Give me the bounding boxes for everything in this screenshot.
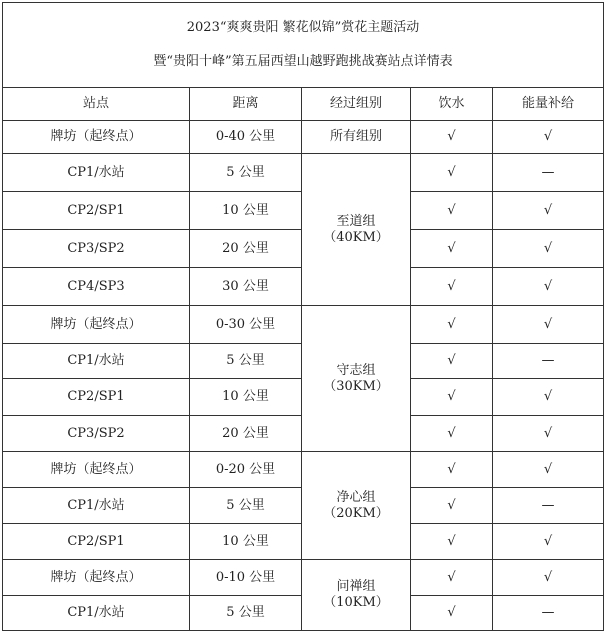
station-cell: CP3/SP2 — [3, 416, 190, 452]
water-cell: √ — [411, 596, 493, 631]
energy-cell: √ — [493, 230, 604, 268]
group-distance: （10KM） — [323, 595, 389, 610]
group-cell — [302, 154, 411, 306]
water-cell: √ — [411, 560, 493, 596]
water-cell: √ — [411, 488, 493, 524]
water-cell: √ — [411, 154, 493, 192]
distance-cell: 0-30 公里 — [190, 306, 302, 344]
station-cell: 牌坊（起终点） — [3, 560, 190, 596]
distance-cell: 20 公里 — [190, 230, 302, 268]
group-cell — [302, 452, 411, 560]
distance-cell: 5 公里 — [190, 596, 302, 631]
water-cell: √ — [411, 306, 493, 344]
group-cell — [302, 560, 411, 631]
water-cell: √ — [411, 379, 493, 416]
station-cell: CP2/SP1 — [3, 379, 190, 416]
group-name: 净心组 — [336, 489, 376, 505]
water-cell: √ — [411, 416, 493, 452]
distance-cell: 0-10 公里 — [190, 560, 302, 596]
table-row — [3, 560, 604, 596]
water-cell: √ — [411, 524, 493, 560]
group-distance: （40KM） — [323, 229, 389, 245]
station-details-table — [2, 2, 604, 631]
energy-cell: √ — [493, 121, 604, 154]
water-cell: √ — [411, 344, 493, 379]
group-distance: （30KM） — [323, 378, 389, 394]
water-cell: √ — [411, 452, 493, 488]
energy-cell: √ — [493, 268, 604, 306]
energy-cell: √ — [493, 192, 604, 230]
header-energy: 能量补给 — [493, 88, 604, 121]
energy-cell: √ — [493, 306, 604, 344]
station-cell: 牌坊（起终点） — [3, 121, 190, 154]
station-cell: 牌坊（起终点） — [3, 306, 190, 344]
distance-cell: 10 公里 — [190, 379, 302, 416]
distance-cell: 10 公里 — [190, 524, 302, 560]
header-station: 站点 — [3, 88, 190, 121]
group-name: 所有组别 — [329, 129, 382, 144]
distance-cell: 0-20 公里 — [190, 452, 302, 488]
station-cell: CP1/水站 — [3, 596, 190, 631]
table-title — [3, 3, 604, 88]
water-cell: √ — [411, 192, 493, 230]
distance-cell: 30 公里 — [190, 268, 302, 306]
distance-cell: 0-40 公里 — [190, 121, 302, 154]
distance-cell: 5 公里 — [190, 344, 302, 379]
station-cell: CP1/水站 — [3, 344, 190, 379]
station-cell: CP1/水站 — [3, 154, 190, 192]
water-cell: √ — [411, 230, 493, 268]
group-distance: （20KM） — [323, 505, 389, 521]
station-cell: CP4/SP3 — [3, 268, 190, 306]
distance-cell: 5 公里 — [190, 154, 302, 192]
group-name: 至道组 — [336, 213, 376, 229]
header-distance: 距离 — [190, 88, 302, 121]
station-cell: 牌坊（起终点） — [3, 452, 190, 488]
table-row — [3, 306, 604, 344]
header-water: 饮水 — [411, 88, 493, 121]
station-cell: CP2/SP1 — [3, 192, 190, 230]
title-line-1: 2023“爽爽贵阳 繁花似锦”赏花主题活动 — [186, 20, 420, 35]
group-cell — [302, 306, 411, 452]
station-cell: CP2/SP1 — [3, 524, 190, 560]
distance-cell: 10 公里 — [190, 192, 302, 230]
station-cell: CP1/水站 — [3, 488, 190, 524]
energy-cell: √ — [493, 524, 604, 560]
energy-cell: √ — [493, 379, 604, 416]
energy-cell: — — [493, 488, 604, 524]
group-cell — [302, 121, 411, 154]
header-group: 经过组别 — [302, 88, 411, 121]
energy-cell: — — [493, 154, 604, 192]
table-row — [3, 121, 604, 154]
station-cell: CP3/SP2 — [3, 230, 190, 268]
table-row — [3, 154, 604, 192]
distance-cell: 5 公里 — [190, 488, 302, 524]
distance-cell: 20 公里 — [190, 416, 302, 452]
energy-cell: √ — [493, 416, 604, 452]
energy-cell: — — [493, 344, 604, 379]
water-cell: √ — [411, 121, 493, 154]
energy-cell: √ — [493, 560, 604, 596]
water-cell: √ — [411, 268, 493, 306]
energy-cell: √ — [493, 452, 604, 488]
table-row — [3, 452, 604, 488]
header-row — [3, 88, 604, 121]
energy-cell: — — [493, 596, 604, 631]
group-name: 守志组 — [336, 362, 376, 378]
group-name: 问禅组 — [336, 579, 376, 594]
title-line-2: 暨“贵阳十峰”第五届西望山越野跑挑战赛站点详情表 — [153, 54, 453, 69]
